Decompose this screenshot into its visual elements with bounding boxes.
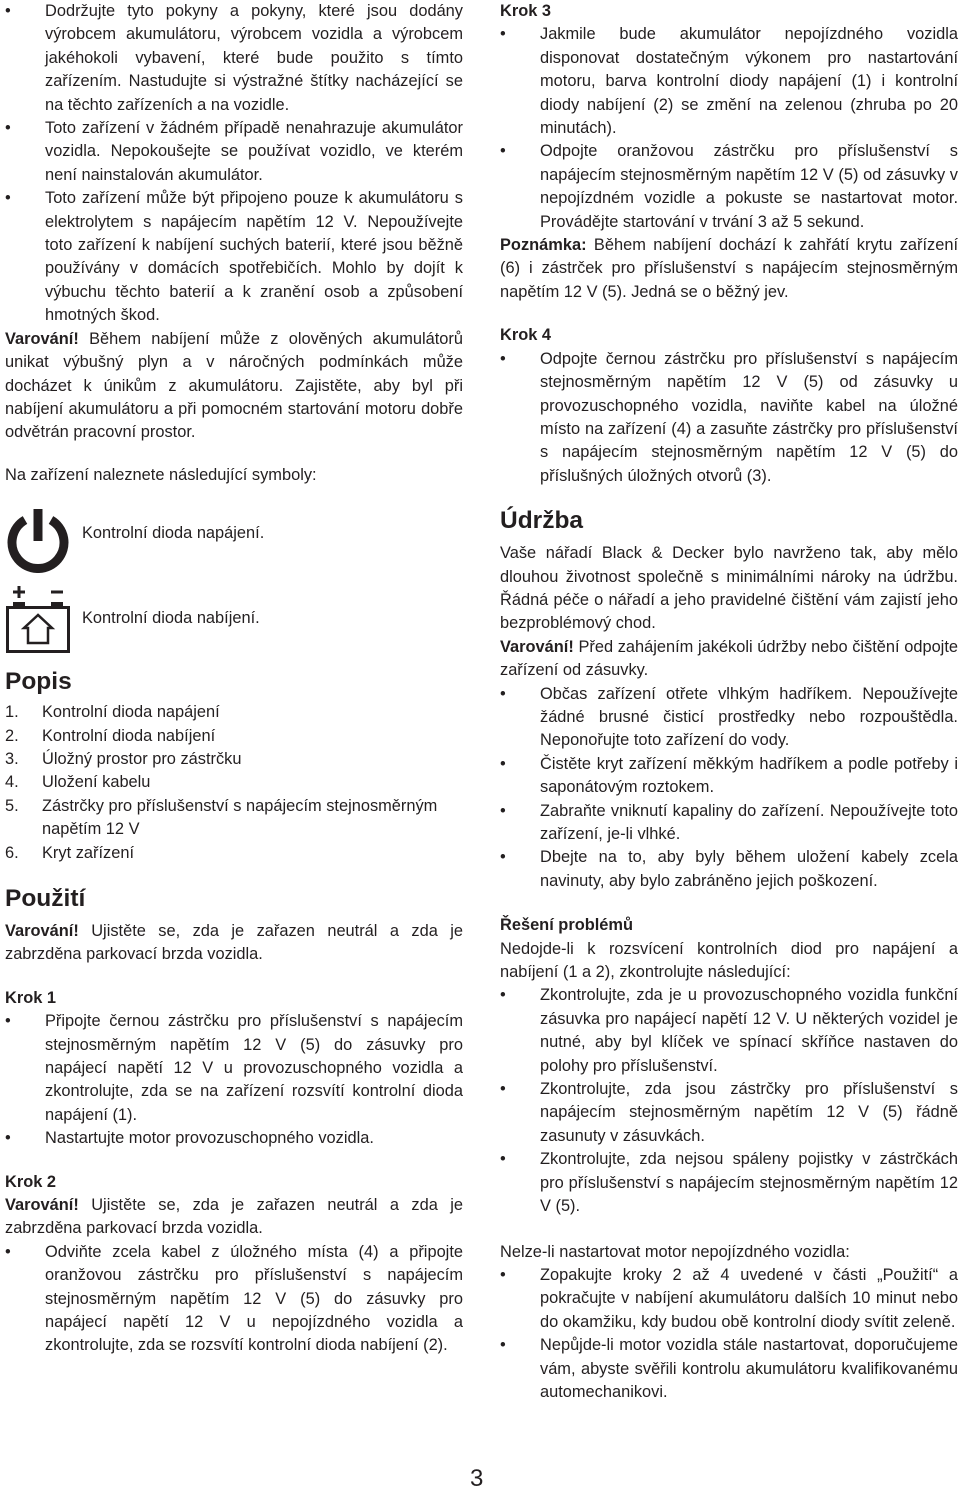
note-paragraph	[500, 234, 958, 304]
list-item: • Zkontrolujte, zda jsou zástrčky pro příslušenství s napájecím stejnosměrným napětím 12 V (5) řádně zasunuty v zásuvkách.	[500, 1078, 958, 1148]
krok4-heading: Krok 4	[500, 326, 552, 345]
symbol-label: Kontrolní dioda nabíjení.	[82, 609, 260, 628]
krok2-heading: Krok 2	[5, 1172, 57, 1191]
krok3-list	[500, 23, 958, 234]
reseni-heading: Řešení problémů	[500, 916, 633, 935]
list-item: 4. Uložení kabelu	[5, 773, 151, 792]
list-item: • Jakmile bude akumulátor nepojízdného vozidla disponovat dostatečným výkonem pro nastartování motoru, barva kontrolní diody napájení (1) i kontrolní diody nabíjení (2) se změní na zelenou (zhruba po 20 minutách).	[500, 23, 958, 140]
warning-text: Během nabíjení může z olověných akumulátorů unikat výbušný plyn a v náročných podmínkách může docházet k únikům z akumulátoru. Zajistěte, aby byl při nabíjení akumulátoru a při pomocném startování motoru dobře odvětrán pracovní prostor.	[5, 329, 463, 442]
battery-charging-icon	[5, 583, 71, 662]
list-item: • Čistěte kryt zařízení měkkým hadříkem a podle potřeby i saponátovým roztokem.	[500, 753, 958, 800]
nelze-intro: Nelze-li nastartovat motor nepojízdného vozidla:	[500, 1242, 850, 1261]
symbol-row-charging	[5, 583, 463, 667]
list-item: • Dodržujte tyto pokyny a pokyny, které jsou dodány výrobcem akumulátoru, výrobcem vozidla a výrobcem jakéhokoli vybavení, které bude použito s tímto zařízením. Nastudujte si výstražné štítky nacházející se na těchto zařízeních a na vozidle.	[5, 0, 463, 117]
list-item: 2. Kontrolní dioda nabíjení	[5, 726, 216, 745]
list-item: • Zkontrolujte, zda je u provozuschopného vozidla funkční zásuvka pro napájecí napětí 12 V. U některých vozidel je nutné, aby byl klíček ve spínací skříňce nastaven do polohy pro příslušenství.	[500, 984, 958, 1078]
symbols-intro: Na zařízení naleznete následující symboly:	[5, 465, 317, 484]
battery-warning-paragraph	[5, 328, 463, 445]
note-label: Poznámka:	[500, 236, 587, 255]
list-item: • Připojte černou zástrčku pro příslušenství s napájecím stejnosměrným napětím 12 V (5) do zásuvky pro napájecí napětí 12 V u provozuschopného vozidla a zkontrolujte, zda se na zařízení rozsvítí kontrolní dioda napájení (1).	[5, 1010, 463, 1127]
nelze-list	[500, 1264, 958, 1404]
intro-bullet-list	[5, 0, 463, 328]
popis-list	[5, 701, 463, 865]
warning-text: Před zahájením jakékoli údržby nebo čištění odpojte zařízení od zásuvky.	[500, 637, 958, 680]
warning-label: Varování!	[5, 1196, 79, 1215]
list-item: 6. Kryt zařízení	[5, 843, 134, 862]
krok2-warning	[5, 1194, 463, 1241]
warning-label: Varování!	[5, 329, 79, 348]
list-item: • Nastartujte motor provozuschopného vozidla.	[5, 1127, 463, 1150]
reseni-intro: Nedojde-li k rozsvícení kontrolních diod pro napájení a nabíjení (1 a 2), zkontrolujte následující:	[500, 939, 958, 982]
reseni-list	[500, 984, 958, 1218]
list-item: • Toto zařízení může být připojeno pouze k akumulátoru s elektrolytem s napájecím napětím 12 V. Nepoužívejte toto zařízení k nabíjení suchých baterií, které jsou běžně používány v domácích spotřebičích. Mohlo by dojít k výbuchu těchto baterií a k zranění osob a způsobení hmotných škod.	[5, 187, 463, 327]
udrzba-warning	[500, 636, 958, 683]
udrzba-list	[500, 683, 958, 894]
list-item: • Zabraňte vniknutí kapaliny do zařízení. Nepoužívejte toto zařízení, je-li vlhké.	[500, 800, 958, 847]
note-text: Během nabíjení dochází k zahřátí krytu zařízení (6) i zástrček pro příslušenství s napájecím stejnosměrným napětím 12 V (5). Jedná se o běžný jev.	[500, 236, 958, 301]
list-item: • Dbejte na to, aby byly během uložení kabely zcela navinuty, aby bylo zabráněno jejich poškození.	[500, 846, 958, 893]
list-item: 3. Úložný prostor pro zástrčku	[5, 749, 242, 768]
list-item: • Zopakujte kroky 2 až 4 uvedené v části „Použití“ a pokračujte v nabíjení akumulátoru dalších 10 minut nebo do okamžiku, kdy budou obě kontrolní diody svítit zeleně.	[500, 1264, 958, 1334]
list-item: • Zkontrolujte, zda nejsou spáleny pojistky v zástrčkách pro příslušenství s napájecím stejnosměrným napětím 12 V (5).	[500, 1148, 958, 1218]
list-item: 5. Zástrčky pro příslušenství s napájecím stejnosměrným napětím 12 V	[5, 796, 438, 839]
krok2-list	[5, 1241, 463, 1358]
pouziti-heading: Použití	[5, 884, 86, 912]
warning-text: Ujistěte se, zda je zařazen neutrál a zda je zabrzděna parkovací brzda vozidla.	[5, 1196, 463, 1238]
warning-text: Ujistěte se, zda je zařazen neutrál a zda je zabrzděna parkovací brzda vozidla.	[5, 921, 463, 964]
page-number: 3	[470, 1465, 484, 1492]
popis-heading: Popis	[5, 668, 72, 696]
krok1-list	[5, 1010, 463, 1150]
list-item: • Odviňte zcela kabel z úložného místa (4) a připojte oranžovou zástrčku pro příslušenství s napájecím stejnosměrným napětím 12 V (5) do zásuvky pro napájecí napětí 12 V u nepojízdného vozidla a zkontrolujte, zda se rozsvítí kontrolní dioda nabíjení (2).	[5, 1241, 463, 1358]
udrzba-heading: Údržba	[500, 507, 584, 535]
power-icon	[5, 507, 71, 580]
warning-label: Varování!	[500, 637, 574, 656]
udrzba-paragraph: Vaše nářadí Black & Decker bylo navrženo tak, aby mělo dlouhou životnost společně s minimálními nároky na údržbu. Řádná péče o nářadí a jeho pravidelné čištění vám zajistí jeho bezproblémový chod.	[500, 544, 958, 633]
list-item: 1. Kontrolní dioda napájení	[5, 703, 220, 722]
list-item: • Odpojte oranžovou zástrčku pro příslušenství s napájecím stejnosměrným napětím 12 V (5) od zásuvky v nepojízdném vozidle a pokuste se nastartovat motor. Provádějte startování v trvání 3 až 5 sekund.	[500, 140, 958, 234]
warning-label: Varování!	[5, 921, 79, 940]
left-column	[5, 0, 463, 1358]
list-item: • Toto zařízení v žádném případě nenahrazuje akumulátor vozidla. Nepokoušejte se používat vozidlo, ve kterém není nainstalován akumulátor.	[5, 117, 463, 187]
symbol-row-power	[5, 505, 463, 583]
list-item: • Nepůjde-li motor vozidla stále nastartovat, doporučujeme vám, abyste svěřili kontrolu akumulátoru kvalifikovanému automechanikovi.	[500, 1334, 958, 1404]
list-item: • Odpojte černou zástrčku pro příslušenství s napájecím stejnosměrným napětím 12 V (5) od zásuvky u provozuschopného vozidla, naviňte kabel na úložné místo na zařízení (4) a zasuňte zástrčky pro příslušenství s napájecím stejnosměrným napětím 12 V (5) do příslušných úložných otvorů (3).	[500, 348, 958, 488]
krok3-heading: Krok 3	[500, 2, 552, 20]
pouziti-warning	[5, 920, 463, 967]
right-column	[500, 0, 958, 1404]
list-item: • Občas zařízení otřete vlhkým hadříkem. Nepoužívejte žádné brusné čisticí prostředky nebo rozpouštědla. Neponořujte toto zařízení do vody.	[500, 683, 958, 753]
symbol-label: Kontrolní dioda napájení.	[82, 524, 265, 543]
krok1-heading: Krok 1	[5, 988, 57, 1007]
krok4-list	[500, 348, 958, 488]
